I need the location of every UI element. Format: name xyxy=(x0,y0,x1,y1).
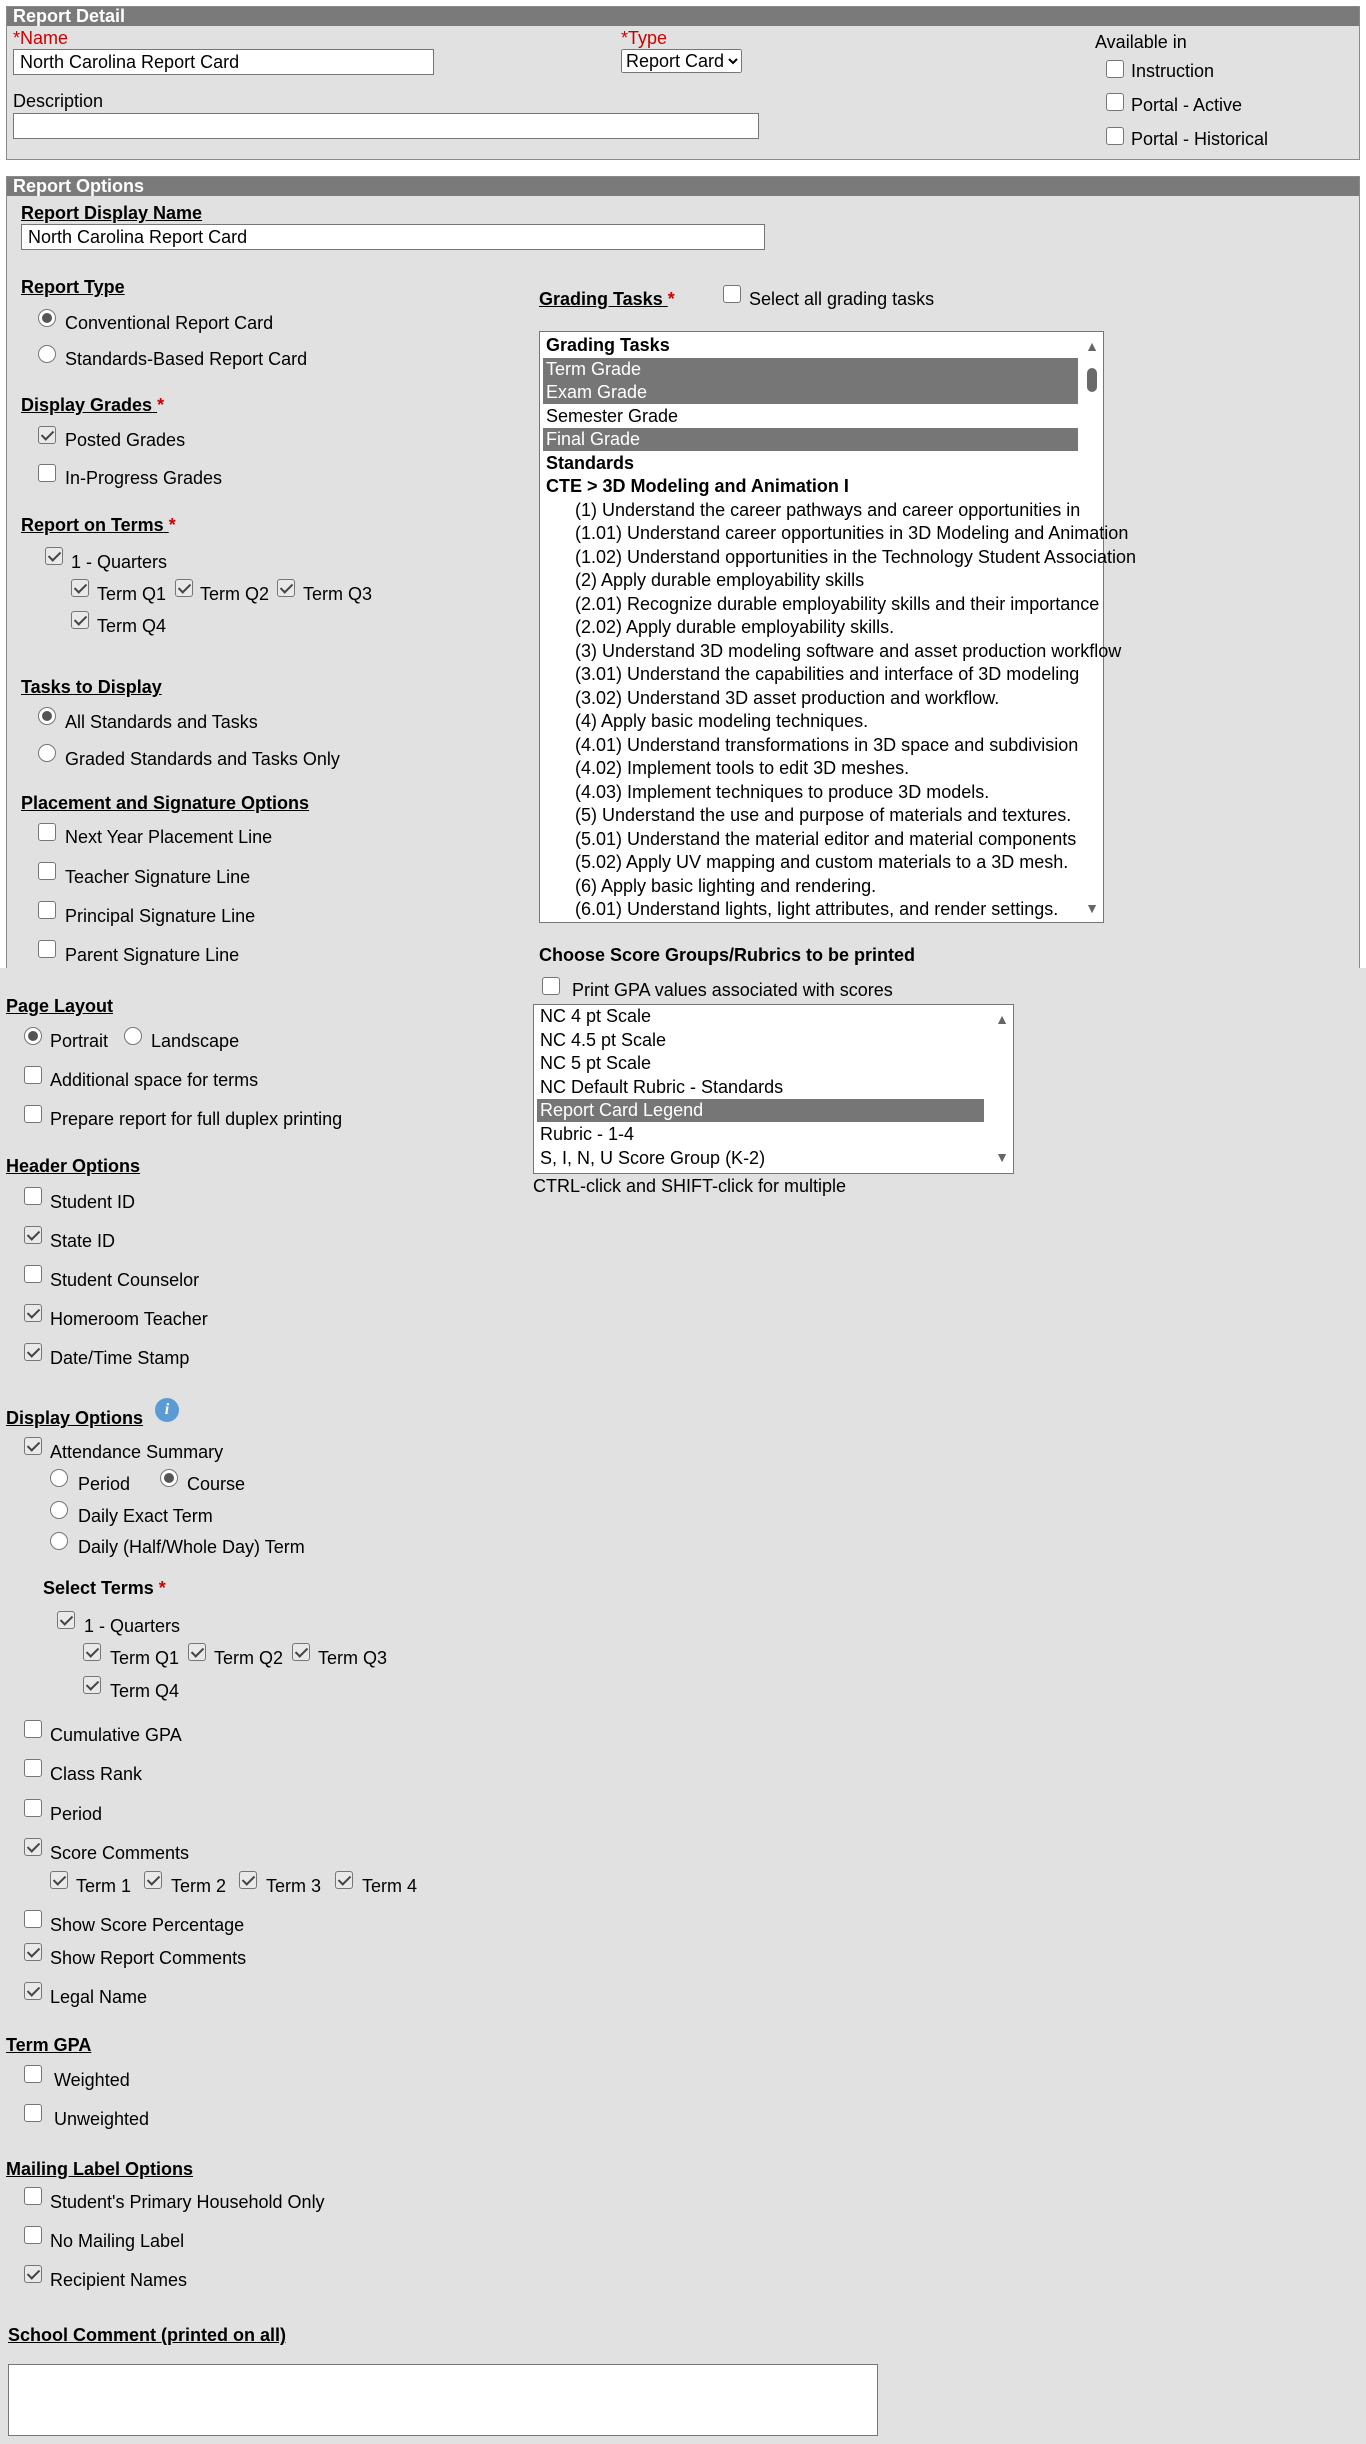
placement-label: Placement and Signature Options xyxy=(21,793,310,813)
portal-active-checkbox[interactable] xyxy=(1106,93,1124,111)
name-input[interactable] xyxy=(13,49,434,75)
grading-task-option[interactable]: (4.01) Understand transformations in 3D space and subdivision xyxy=(575,734,1079,755)
report-options-title: Report Options xyxy=(7,177,1359,196)
display-grades-label xyxy=(21,395,164,416)
score-comments-checkbox[interactable] xyxy=(24,1838,42,1856)
primary-household-label: Student's Primary Household Only xyxy=(50,2192,325,2212)
grading-task-group[interactable]: Grading Tasks xyxy=(546,335,670,355)
grading-task-option[interactable]: (4.02) Implement tools to edit 3D meshes. xyxy=(575,758,910,778)
print-gpa-label: Print GPA values associated with scores xyxy=(572,980,893,1000)
term-q3-label: Term Q3 xyxy=(303,584,373,604)
select-terms-text: Select Terms xyxy=(43,1578,154,1598)
multi-select-hint: CTRL-click and SHIFT-click for multiple xyxy=(533,1176,847,1196)
display-term-q3-label: Term Q3 xyxy=(318,1648,388,1668)
display-quarters-checkbox[interactable] xyxy=(57,1611,75,1629)
next-year-placement-checkbox[interactable] xyxy=(38,823,56,841)
report-comments-label: Show Report Comments xyxy=(50,1948,247,1968)
page-layout-label: Page Layout xyxy=(6,996,114,1016)
score-groups-scroll-up-icon[interactable]: ▲ xyxy=(995,1011,1009,1027)
display-term-q4-checkbox[interactable] xyxy=(83,1676,101,1694)
display-term-q2-checkbox[interactable] xyxy=(188,1643,206,1661)
unweighted-label: Unweighted xyxy=(54,2109,150,2129)
graded-standards-label: Graded Standards and Tasks Only xyxy=(65,749,340,769)
term-q1-label: Term Q1 xyxy=(97,584,167,604)
portal-historical-checkbox[interactable] xyxy=(1106,127,1124,145)
display-grades-required-marker: * xyxy=(157,395,165,415)
grading-task-option[interactable]: (3.02) Understand 3D asset production and workflow. xyxy=(575,687,1000,708)
term-2-label: Term 2 xyxy=(171,1876,227,1896)
grading-task-option[interactable]: (5.02) Apply UV mapping and custom materials to a 3D mesh. xyxy=(575,852,1069,872)
term-q4-checkbox[interactable] xyxy=(71,611,89,629)
type-required-marker: * xyxy=(621,28,629,48)
description-label: Description xyxy=(13,91,104,111)
graded-standards-radio[interactable] xyxy=(38,744,56,762)
report-detail-panel xyxy=(6,6,1360,160)
portrait-label: Portrait xyxy=(50,1031,109,1051)
term-gpa-label: Term GPA xyxy=(6,2035,92,2055)
description-input[interactable] xyxy=(13,113,759,139)
grading-task-option[interactable]: (5.01) Understand the material editor and material components xyxy=(575,828,1077,849)
display-options-label: Display Options xyxy=(6,1408,144,1428)
type-label-text: Type xyxy=(628,28,668,48)
unweighted-checkbox[interactable] xyxy=(24,2104,42,2122)
term-2-checkbox[interactable] xyxy=(144,1871,162,1889)
quarters-label: 1 - Quarters xyxy=(71,552,168,572)
parent-signature-label: Parent Signature Line xyxy=(65,945,240,965)
period-option-label: Period xyxy=(50,1804,103,1824)
homeroom-teacher-checkbox[interactable] xyxy=(24,1304,42,1322)
select-terms-required-marker: * xyxy=(158,1578,166,1598)
grading-tasks-label xyxy=(539,289,675,310)
principal-signature-checkbox[interactable] xyxy=(38,901,56,919)
report-detail-title: Report Detail xyxy=(7,7,1359,26)
student-counselor-checkbox[interactable] xyxy=(24,1265,42,1283)
grading-tasks-scroll-down-icon[interactable]: ▼ xyxy=(1085,900,1099,916)
daily-exact-label: Daily Exact Term xyxy=(78,1506,213,1526)
report-options-panel xyxy=(6,176,1360,976)
school-comment-label: School Comment (printed on all) xyxy=(8,2325,286,2345)
weighted-label: Weighted xyxy=(54,2070,130,2090)
cumulative-gpa-label: Cumulative GPA xyxy=(50,1725,182,1745)
name-label xyxy=(13,28,68,49)
grading-tasks-scroll-up-icon[interactable]: ▲ xyxy=(1085,338,1099,354)
instruction-checkbox[interactable] xyxy=(1106,60,1124,78)
daily-half-radio[interactable] xyxy=(50,1532,68,1550)
attendance-summary-checkbox[interactable] xyxy=(24,1437,42,1455)
standards-based-label: Standards-Based Report Card xyxy=(65,349,308,369)
homeroom-teacher-label: Homeroom Teacher xyxy=(50,1309,208,1329)
additional-space-checkbox[interactable] xyxy=(24,1066,42,1084)
report-on-terms-label xyxy=(21,515,176,536)
standards-based-radio[interactable] xyxy=(38,345,56,363)
course-label: Course xyxy=(187,1474,246,1494)
term-4-label: Term 4 xyxy=(362,1876,418,1896)
report-display-name-input[interactable] xyxy=(21,224,765,250)
grading-tasks-listbox[interactable] xyxy=(539,331,1137,923)
grading-task-option[interactable]: (4.03) Implement techniques to produce 3D models. xyxy=(575,781,990,802)
term-q3-checkbox[interactable] xyxy=(277,579,295,597)
print-gpa-checkbox[interactable] xyxy=(542,977,560,995)
grading-task-option[interactable]: (6) Apply basic lighting and rendering. xyxy=(575,875,877,896)
teacher-signature-label: Teacher Signature Line xyxy=(65,867,251,887)
header-options-label: Header Options xyxy=(6,1156,141,1176)
in-progress-grades-checkbox[interactable] xyxy=(38,464,56,482)
period-checkbox[interactable] xyxy=(24,1799,42,1817)
term-4-checkbox[interactable] xyxy=(335,1871,353,1889)
grading-task-option[interactable]: Exam Grade xyxy=(543,381,1078,404)
report-on-terms-required-marker: * xyxy=(168,515,176,535)
grading-task-option[interactable]: (2) Apply durable employability skills xyxy=(575,570,865,590)
type-select[interactable] xyxy=(621,49,742,73)
grading-tasks-scroll-thumb[interactable] xyxy=(1087,368,1097,392)
landscape-label: Landscape xyxy=(151,1031,240,1051)
display-term-q1-label: Term Q1 xyxy=(110,1648,180,1668)
grading-task-option[interactable]: (1.02) Understand opportunities in the Technology Student Association xyxy=(575,546,1137,567)
display-term-q4-label: Term Q4 xyxy=(110,1681,180,1701)
daily-exact-radio[interactable] xyxy=(50,1501,68,1519)
no-mailing-label-label: No Mailing Label xyxy=(50,2231,185,2251)
grading-task-group[interactable]: CTE > 3D Modeling and Animation I xyxy=(546,476,849,496)
legal-name-checkbox[interactable] xyxy=(24,1982,42,2000)
display-quarters-label: 1 - Quarters xyxy=(84,1616,181,1636)
score-group-option[interactable]: NC Default Rubric - Standards xyxy=(540,1076,784,1097)
score-groups-scroll-down-icon[interactable]: ▼ xyxy=(995,1149,1009,1165)
score-comments-label: Score Comments xyxy=(50,1843,190,1863)
score-group-option[interactable]: NC 4.5 pt Scale xyxy=(540,1029,667,1050)
duplex-label: Prepare report for full duplex printing xyxy=(50,1109,343,1129)
score-groups-label: Choose Score Groups/Rubrics to be printed xyxy=(539,945,916,965)
grading-task-option[interactable]: (6.01) Understand lights, light attributes, and render settings. xyxy=(575,899,1059,919)
score-group-option[interactable]: Report Card Legend xyxy=(537,1099,984,1122)
grading-tasks-required-marker: * xyxy=(667,289,675,309)
cumulative-gpa-checkbox[interactable] xyxy=(24,1720,42,1738)
name-label-text: Name xyxy=(20,28,69,48)
info-icon[interactable]: i xyxy=(155,1398,179,1422)
grading-task-option[interactable]: Semester Grade xyxy=(546,405,679,426)
period-label: Period xyxy=(78,1474,131,1494)
score-group-option[interactable]: NC 4 pt Scale xyxy=(540,1006,652,1026)
class-rank-checkbox[interactable] xyxy=(24,1759,42,1777)
score-group-option[interactable]: Rubric - 1-4 xyxy=(540,1124,635,1144)
recipient-names-label: Recipient Names xyxy=(50,2270,188,2290)
additional-space-label: Additional space for terms xyxy=(50,1070,259,1090)
landscape-radio[interactable] xyxy=(124,1027,142,1045)
mailing-label-options-label: Mailing Label Options xyxy=(6,2159,194,2179)
parent-signature-checkbox[interactable] xyxy=(38,940,56,958)
term-1-label: Term 1 xyxy=(76,1876,132,1896)
period-radio[interactable] xyxy=(50,1469,68,1487)
lower-options-area xyxy=(0,968,1366,2444)
teacher-signature-checkbox[interactable] xyxy=(38,862,56,880)
name-required-marker: * xyxy=(13,28,21,48)
school-comment-textarea[interactable] xyxy=(8,2364,878,2436)
select-terms-label xyxy=(43,1578,166,1599)
grading-task-option[interactable]: (1.01) Understand career opportunities in 3D Modeling and Animation xyxy=(575,523,1129,543)
term-q2-checkbox[interactable] xyxy=(175,579,193,597)
conventional-label: Conventional Report Card xyxy=(65,313,274,333)
term-q2-label: Term Q2 xyxy=(200,584,270,604)
grading-task-option[interactable]: Final Grade xyxy=(543,428,1078,451)
weighted-checkbox[interactable] xyxy=(24,2065,42,2083)
term-3-label: Term 3 xyxy=(266,1876,322,1896)
grading-task-option[interactable]: (5) Understand the use and purpose of materials and textures. xyxy=(575,805,1072,825)
course-radio[interactable] xyxy=(160,1469,178,1487)
display-grades-text: Display Grades xyxy=(21,395,153,415)
score-group-option[interactable]: NC 5 pt Scale xyxy=(540,1053,652,1074)
report-display-name-label: Report Display Name xyxy=(21,203,203,223)
daily-half-label: Daily (Half/Whole Day) Term xyxy=(78,1537,305,1557)
duplex-checkbox[interactable] xyxy=(24,1105,42,1123)
display-term-q3-checkbox[interactable] xyxy=(292,1643,310,1661)
student-id-label: Student ID xyxy=(50,1192,136,1212)
display-term-q2-label: Term Q2 xyxy=(214,1648,284,1668)
all-standards-radio[interactable] xyxy=(38,707,56,725)
portrait-radio[interactable] xyxy=(24,1027,42,1045)
term-q4-label: Term Q4 xyxy=(97,616,167,636)
datetime-stamp-checkbox[interactable] xyxy=(24,1343,42,1361)
tasks-to-display-label: Tasks to Display xyxy=(21,677,162,697)
instruction-label: Instruction xyxy=(1131,61,1215,81)
grading-task-option[interactable]: (3.01) Understand the capabilities and interface of 3D modeling xyxy=(575,664,1080,684)
report-type-label: Report Type xyxy=(21,277,125,297)
posted-grades-checkbox[interactable] xyxy=(38,426,56,444)
portal-historical-label: Portal - Historical xyxy=(1131,129,1269,149)
student-counselor-label: Student Counselor xyxy=(50,1270,200,1290)
grading-task-option[interactable]: Term Grade xyxy=(543,358,1078,381)
quarters-checkbox[interactable] xyxy=(45,547,63,565)
grading-task-group[interactable]: Standards xyxy=(546,452,635,473)
state-id-checkbox[interactable] xyxy=(24,1226,42,1244)
term-1-checkbox[interactable] xyxy=(50,1871,68,1889)
grading-task-option[interactable]: (4) Apply basic modeling techniques. xyxy=(575,711,869,731)
score-group-option[interactable]: S, I, N, U Score Group (K-2) xyxy=(540,1147,766,1168)
next-year-placement-label: Next Year Placement Line xyxy=(65,827,273,847)
datetime-stamp-label: Date/Time Stamp xyxy=(50,1348,190,1368)
grading-tasks-text: Grading Tasks xyxy=(539,289,663,309)
recipient-names-checkbox[interactable] xyxy=(24,2265,42,2283)
primary-household-checkbox[interactable] xyxy=(24,2187,42,2205)
select-all-grading-tasks-label: Select all grading tasks xyxy=(749,289,935,309)
principal-signature-label: Principal Signature Line xyxy=(65,906,256,926)
report-comments-checkbox[interactable] xyxy=(24,1943,42,1961)
no-mailing-label-checkbox[interactable] xyxy=(24,2226,42,2244)
select-all-grading-tasks-checkbox[interactable] xyxy=(723,285,741,303)
posted-grades-label: Posted Grades xyxy=(65,430,186,450)
display-term-q1-checkbox[interactable] xyxy=(83,1643,101,1661)
available-in-label: Available in xyxy=(1095,32,1187,52)
term-q1-checkbox[interactable] xyxy=(71,579,89,597)
report-on-terms-text: Report on Terms xyxy=(21,515,164,535)
term-3-checkbox[interactable] xyxy=(239,1871,257,1889)
score-groups-listbox[interactable] xyxy=(533,1004,1014,1174)
in-progress-grades-label: In-Progress Grades xyxy=(65,468,223,488)
conventional-radio[interactable] xyxy=(38,309,56,327)
class-rank-label: Class Rank xyxy=(50,1764,143,1784)
score-percentage-label: Show Score Percentage xyxy=(50,1915,245,1935)
attendance-summary-label: Attendance Summary xyxy=(50,1442,224,1462)
portal-active-label: Portal - Active xyxy=(1131,95,1243,115)
state-id-label: State ID xyxy=(50,1231,116,1251)
legal-name-label: Legal Name xyxy=(50,1987,148,2007)
grading-task-option[interactable]: (3) Understand 3D modeling software and asset production workflow xyxy=(575,640,1122,661)
student-id-checkbox[interactable] xyxy=(24,1187,42,1205)
grading-task-option[interactable]: (2.01) Recognize durable employability skills and their importance xyxy=(575,593,1100,614)
all-standards-label: All Standards and Tasks xyxy=(65,712,258,732)
type-label xyxy=(621,28,667,49)
grading-task-option[interactable]: (1) Understand the career pathways and career opportunities in xyxy=(575,499,1081,520)
grading-task-option[interactable]: (2.02) Apply durable employability skills. xyxy=(575,617,895,637)
score-percentage-checkbox[interactable] xyxy=(24,1910,42,1928)
